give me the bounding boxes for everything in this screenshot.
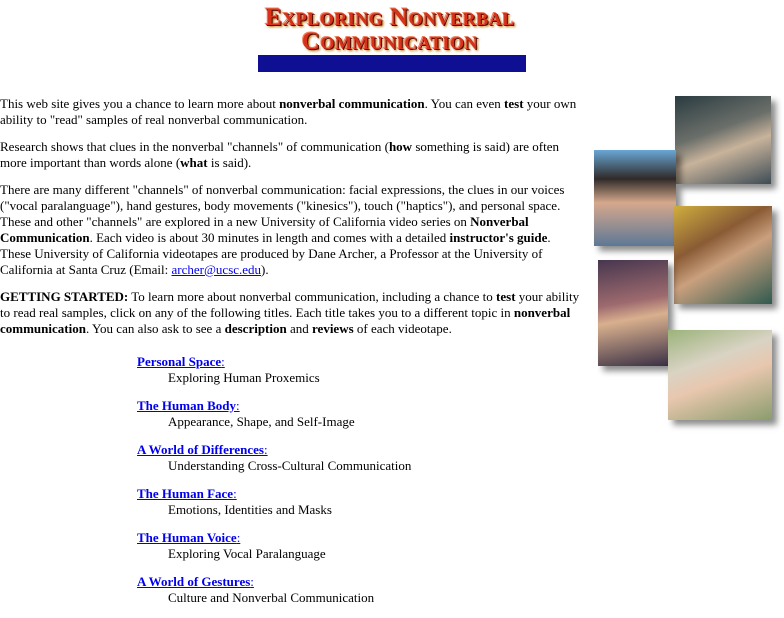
- list-item: [137, 354, 577, 398]
- photo-smiling-woman: [668, 330, 772, 420]
- title-link-human-voice[interactable]: The Human Voice: [137, 530, 237, 545]
- photo-girl-thumbs-up: [598, 260, 668, 366]
- title-link-colon[interactable]: :: [221, 354, 225, 369]
- intro-paragraph-1: This web site gives you a chance to learn more about nonverbal communication. You can even test your own ability to "read" samples of real nonverbal communication.: [0, 96, 577, 127]
- intro-paragraph-3: There are many different "channels" of nonverbal communication: facial expressions, the clues in our voices ("vocal paralanguage"), hand gestures, body movements ("kinesics"), touch ("haptics"), and personal space. These and other "channels" are explored in a new University of California video series on Nonverbal Communication. Each video is about 30 minutes in length and comes with a detailed instructor's guide. These University of California videotapes are produced by Dane Archer, a Professor at the University of California at Santa Cruz (Email: archer@ucsc.edu).: [0, 182, 565, 277]
- list-item: [137, 530, 577, 574]
- list-item: [137, 442, 577, 486]
- title-subtitle: Culture and Nonverbal Communication: [168, 590, 375, 605]
- title-subtitle: Emotions, Identities and Masks: [168, 502, 332, 517]
- title-link-colon[interactable]: :: [235, 398, 240, 413]
- banner-bar: [258, 55, 526, 72]
- title-link-colon[interactable]: :: [263, 442, 268, 457]
- list-item: [137, 486, 577, 530]
- email-link[interactable]: archer@ucsc.edu: [171, 262, 262, 277]
- page-banner: [0, 0, 784, 74]
- title-link-world-of-differences[interactable]: A World of Differences: [137, 442, 264, 457]
- title-subtitle: Exploring Human Proxemics: [168, 370, 320, 385]
- intro-paragraph-2: Research shows that clues in the nonverbal "channels" of communication (how something is said) are often more important than words alone (what is said).: [0, 139, 560, 170]
- title-subtitle: Understanding Cross-Cultural Communication: [168, 458, 412, 473]
- banner-title-line1: Exploring Nonverbal: [265, 4, 515, 31]
- getting-started-paragraph: GETTING STARTED: To learn more about nonverbal communication, including a chance to test your ability to read real samples, click on any of the following titles. Each title takes you to a different topic in nonverbal communication. You can also ask to see a description and reviews of each videotape.: [0, 289, 580, 336]
- title-link-human-face[interactable]: The Human Face: [137, 486, 234, 501]
- photo-man-hands-together: [674, 206, 772, 304]
- title-subtitle: Appearance, Shape, and Self-Image: [168, 414, 355, 429]
- photo-collage: [590, 92, 784, 432]
- title-link-human-body[interactable]: The Human Body: [137, 398, 236, 413]
- video-title-list: [137, 354, 577, 618]
- banner-title-line2: Communication: [301, 28, 479, 55]
- title-link-personal-space[interactable]: Personal Space: [137, 354, 222, 369]
- title-link-colon[interactable]: :: [250, 574, 254, 589]
- title-subtitle: Exploring Vocal Paralanguage: [168, 546, 326, 561]
- title-link-world-of-gestures[interactable]: A World of Gestures: [137, 574, 251, 589]
- photo-woman-gesturing: [594, 150, 676, 246]
- list-item: [137, 574, 577, 618]
- list-item: [137, 398, 577, 442]
- title-link-colon[interactable]: :: [233, 486, 237, 501]
- title-link-colon[interactable]: :: [236, 530, 241, 545]
- intro-text: [0, 96, 580, 348]
- photo-man-with-glasses: [675, 96, 771, 184]
